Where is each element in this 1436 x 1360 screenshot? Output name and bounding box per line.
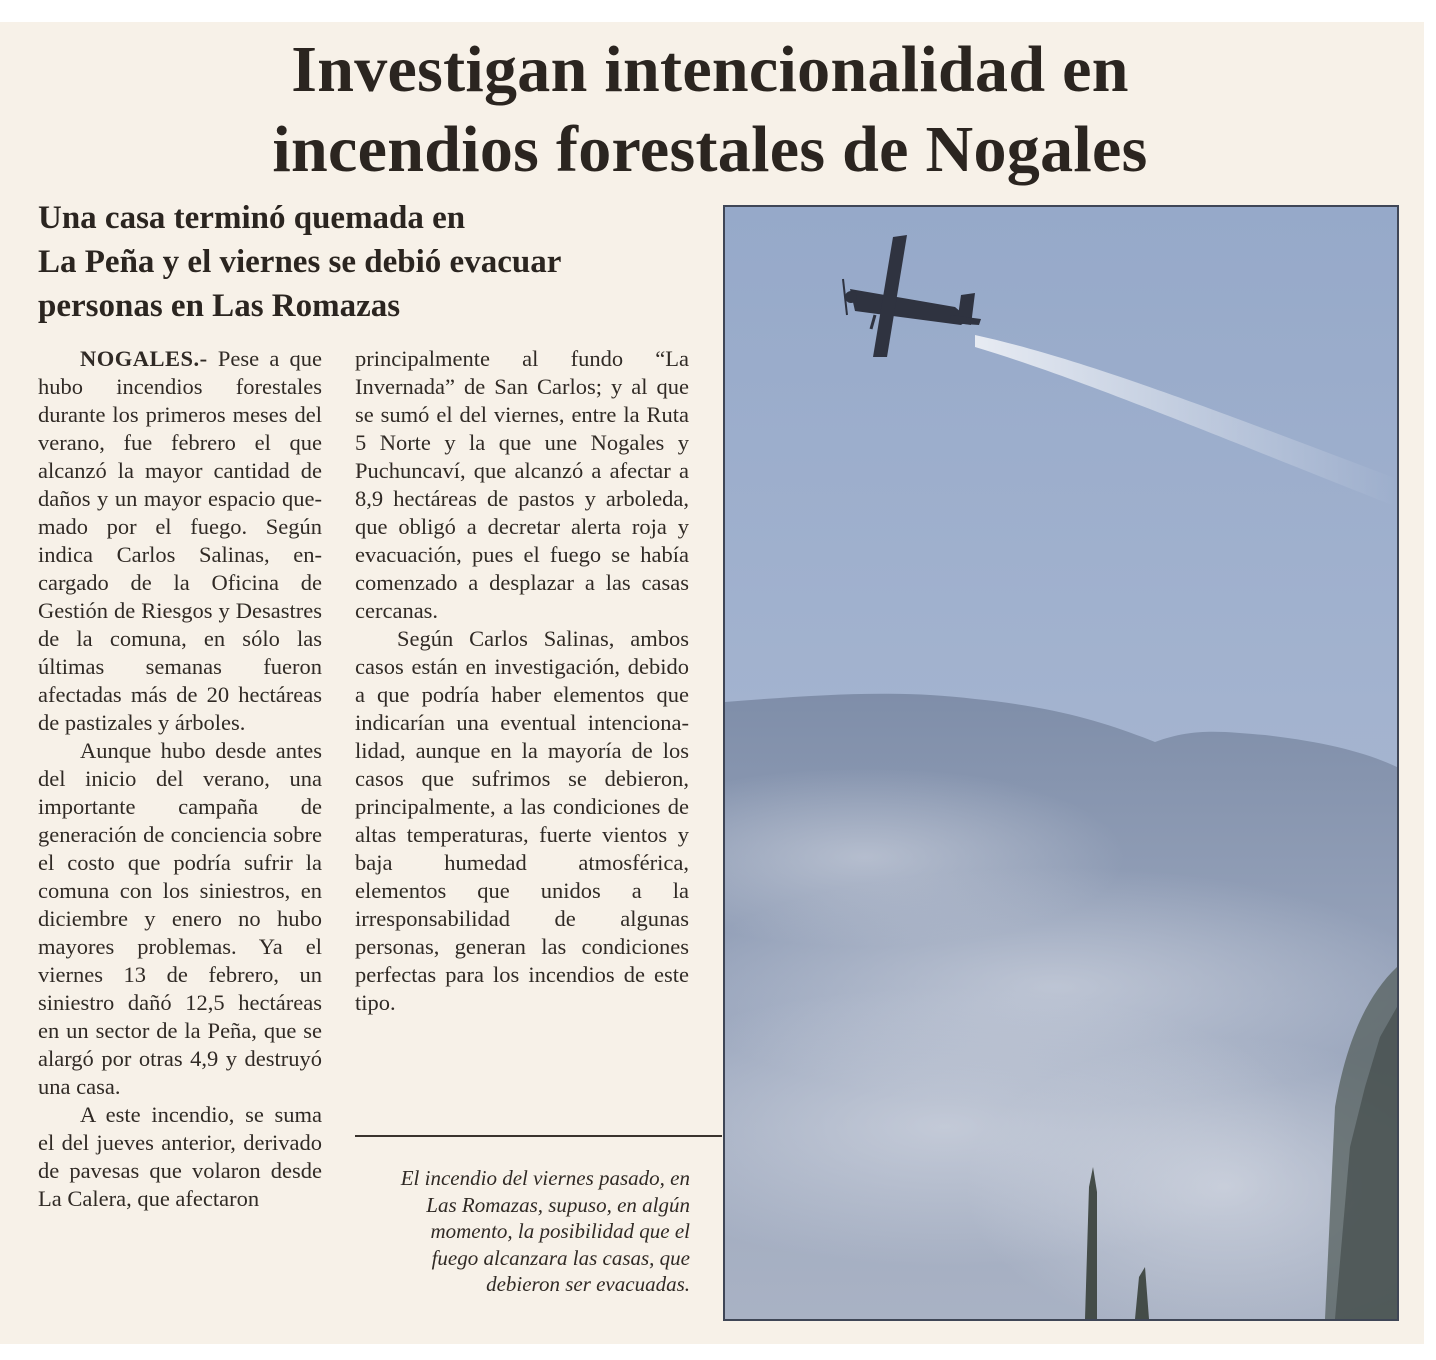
caption-divider <box>355 1135 722 1137</box>
photo-firefighting-plane <box>723 205 1399 1321</box>
previous-page-strip <box>0 0 1436 22</box>
paragraph-4: principalmente al fundo “La Invernada” de San Carlos; y al que se sumó el del viernes, entre la Ruta 5 Norte y la que une Nogales y Puchuncaví, que alcanzó a afectar a 8,9 hectáreas de pastos y arboleda, que obligó a decretar alerta roja y evacuación, pues el fuego se había comenzado a desplazar a las casas cercanas. <box>355 346 689 623</box>
headline-line-1: Investigan intencionalidad en <box>291 33 1129 106</box>
subhead-line-2: La Peña y el viernes se debió evacuar <box>38 244 562 280</box>
photo-illustration <box>725 207 1397 1319</box>
headline-line-2: incendios forestales de Nogales <box>272 113 1148 186</box>
subheadline <box>38 196 698 328</box>
article-column-2 <box>355 345 689 1125</box>
headline <box>40 30 1380 190</box>
dateline: NOGALES.- <box>80 346 208 371</box>
paragraph-2: Aunque hubo desde antes del inicio del verano, una importante campaña de generación de conciencia sobre el costo que podría sufrir la comuna con los siniestros, en diciembre y enero no hubo mayores problemas. Ya el viernes 13 de febrero, un siniestro dañó 12,5 hectáreas en un sector de la Peña, que se alargó por otras 4,9 y destruyó una casa. <box>38 738 322 1099</box>
subhead-line-1: Una casa terminó quemada en <box>38 200 466 236</box>
newspaper-clipping <box>0 22 1424 1344</box>
subhead-line-3: personas en Las Romazas <box>38 288 401 324</box>
paragraph-1 <box>38 345 322 737</box>
paragraph-5: Según Carlos Salinas, ambos casos están en investigación, debido a que podría haber elementos que indicarían una eventual intencionalidad, aunque en la mayoría de los casos que sufrimos se debieron, principalmente, a las condiciones de altas temperaturas, fuerte vientos y baja humedad atmosférica, elementos que unidos a la irresponsabilidad de algunas personas, generan las condiciones perfectas para los incendios de este tipo. <box>355 626 689 1015</box>
paragraph-3: A este incendio, se suma el del jueves anterior, derivado de pavesas que volaron desde La Calera, que afectaron <box>38 1102 322 1211</box>
paragraph-1-text: Pese a que hubo incendios forestales durante los primeros meses del verano, fue febrero el que alcanzó la mayor cantidad de daños y un mayor espacio quemado por el fuego. Según indica Carlos Salinas, encargado de la Oficina de Gestión de Riesgos y Desastres de la comuna, en sólo las últimas semanas fueron afectadas más de 20 hectáreas de pastizales y árboles. <box>38 346 322 735</box>
article-column-1 <box>38 345 322 1345</box>
photo-caption: El incendio del viernes pasado, en Las Romazas, supuso, en algún momento, la posibilidad que el fuego alcanzara las casas, que debieron ser evacuadas. <box>400 1166 690 1296</box>
